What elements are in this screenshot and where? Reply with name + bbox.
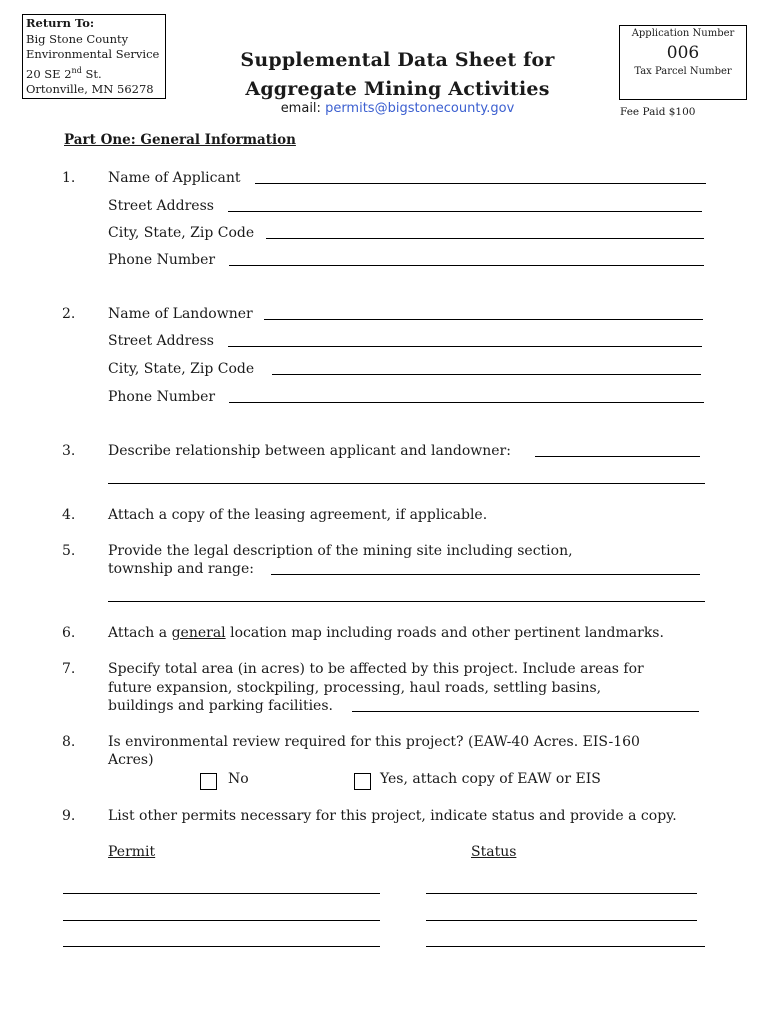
- landowner-city-label: City, State, Zip Code: [108, 361, 255, 377]
- landowner-street-label: Street Address: [108, 333, 214, 349]
- applicant-name-field[interactable]: [255, 183, 706, 184]
- part-one-heading: Part One: General Information: [64, 132, 296, 148]
- leasing-agreement-instruction: Attach a copy of the leasing agreement, if applicable.: [108, 507, 488, 523]
- relationship-field[interactable]: [535, 456, 700, 457]
- status-field-2[interactable]: [426, 920, 697, 921]
- item-number-5: 5.: [62, 543, 76, 559]
- relationship-field-line-2[interactable]: [108, 483, 705, 484]
- application-number-box: [619, 25, 747, 100]
- return-line-3: 20 SE 2nd St.: [26, 65, 102, 81]
- yes-label: Yes, attach copy of EAW or EIS: [380, 771, 601, 787]
- landowner-name-label: Name of Landowner: [108, 306, 253, 322]
- item-number-1: 1.: [62, 170, 76, 186]
- legal-description-field[interactable]: [271, 574, 700, 575]
- no-checkbox[interactable]: [200, 773, 217, 790]
- landowner-name-field[interactable]: [264, 319, 703, 320]
- applicant-city-label: City, State, Zip Code: [108, 225, 255, 241]
- title-line-1: Supplemental Data Sheet for: [240, 49, 555, 71]
- return-to-heading: Return To:: [26, 16, 95, 30]
- total-area-question-line-3: buildings and parking facilities.: [108, 698, 333, 714]
- landowner-city-field[interactable]: [272, 374, 701, 375]
- permit-field-1[interactable]: [63, 893, 380, 894]
- status-field-1[interactable]: [426, 893, 697, 894]
- email-label: email:: [280, 101, 326, 116]
- item-number-8: 8.: [62, 734, 76, 750]
- item-number-3: 3.: [62, 443, 76, 459]
- environmental-review-question-line-2: Acres): [108, 752, 154, 768]
- applicant-phone-label: Phone Number: [108, 252, 216, 268]
- yes-checkbox[interactable]: [354, 773, 371, 790]
- permit-field-2[interactable]: [63, 920, 380, 921]
- no-label: No: [228, 771, 249, 787]
- email-line: [200, 101, 595, 116]
- total-area-question-line-2: future expansion, stockpiling, processing, haul roads, settling basins,: [108, 680, 602, 696]
- relationship-question: Describe relationship between applicant and landowner:: [108, 443, 511, 459]
- landowner-phone-label: Phone Number: [108, 389, 216, 405]
- item-number-6: 6.: [62, 625, 76, 641]
- applicant-phone-field[interactable]: [229, 265, 704, 266]
- item-number-4: 4.: [62, 507, 76, 523]
- total-area-question: Specify total area (in acres) to be affected by this project. Include areas for: [108, 661, 644, 677]
- applicant-street-label: Street Address: [108, 198, 214, 214]
- status-column-header: Status: [471, 844, 517, 860]
- return-line-1: Big Stone County: [26, 31, 129, 46]
- applicant-city-field[interactable]: [266, 238, 704, 239]
- legal-description-question-line-2: township and range:: [108, 561, 254, 577]
- environmental-review-question: Is environmental review required for this project? (EAW-40 Acres. EIS-160: [108, 734, 640, 750]
- application-number-label: Application Number: [631, 28, 735, 39]
- applicant-street-field[interactable]: [228, 211, 702, 212]
- applicant-name-label: Name of Applicant: [108, 170, 241, 186]
- return-address-box: [22, 14, 166, 99]
- title-line-2: Aggregate Mining Activities: [245, 78, 550, 100]
- item-number-7: 7.: [62, 661, 76, 677]
- page-title: [200, 46, 595, 104]
- fee-paid: Fee Paid $100: [620, 106, 696, 118]
- legal-description-field-line-2[interactable]: [108, 601, 705, 602]
- location-map-instruction: Attach a general location map including roads and other pertinent landmarks.: [108, 625, 664, 641]
- permit-field-3[interactable]: [63, 946, 380, 947]
- return-line-2: Environmental Service: [26, 47, 160, 61]
- status-field-3[interactable]: [426, 946, 705, 947]
- permit-column-header: Permit: [108, 844, 156, 860]
- application-number-value: 006: [666, 43, 700, 63]
- other-permits-question: List other permits necessary for this project, indicate status and provide a copy.: [108, 808, 677, 824]
- legal-description-question: Provide the legal description of the mining site including section,: [108, 543, 573, 559]
- total-area-field[interactable]: [352, 711, 699, 712]
- item-number-9: 9.: [62, 808, 76, 824]
- return-line-4: Ortonville, MN 56278: [26, 81, 154, 96]
- landowner-phone-field[interactable]: [229, 402, 704, 403]
- email-link[interactable]: permits@bigstonecounty.gov: [325, 101, 515, 116]
- tax-parcel-label: Tax Parcel Number: [634, 66, 732, 77]
- item-number-2: 2.: [62, 306, 76, 322]
- landowner-street-field[interactable]: [228, 346, 702, 347]
